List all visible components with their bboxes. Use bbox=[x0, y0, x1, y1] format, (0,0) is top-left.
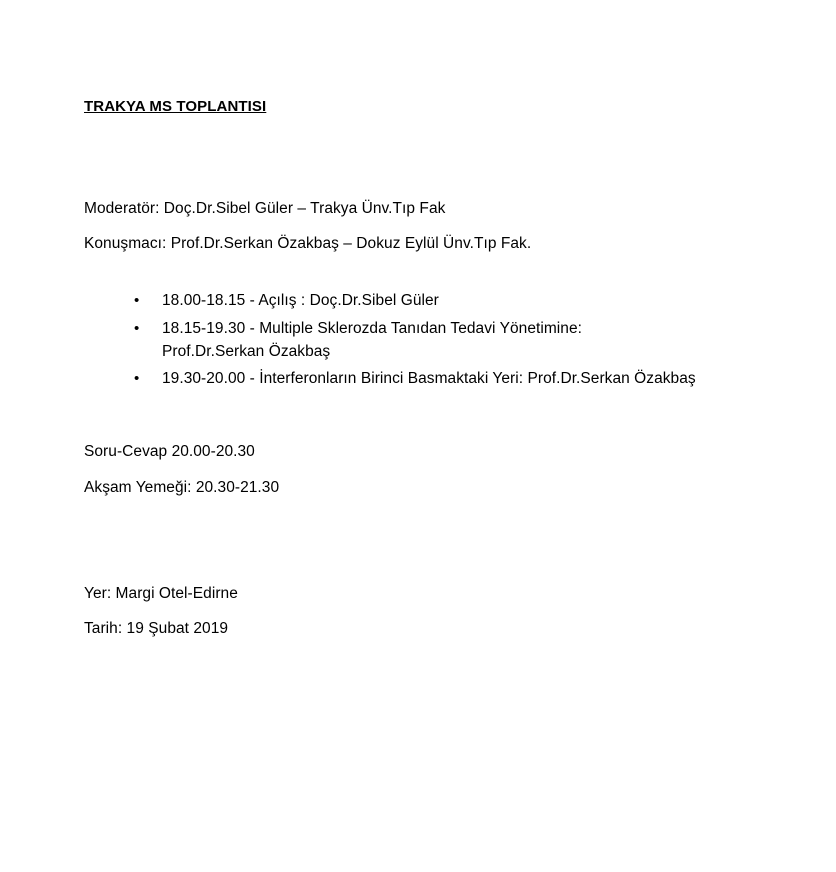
moderator-line: Moderatör: Doç.Dr.Sibel Güler – Trakya Ünv.Tıp Fak bbox=[84, 200, 446, 217]
intro-block bbox=[84, 198, 764, 256]
session-block bbox=[84, 441, 764, 499]
venue-line: Yer: Margi Otel-Edirne bbox=[84, 585, 238, 602]
list-item bbox=[84, 318, 764, 364]
agenda-item-text: 19.30-20.00 - İnterferonların Birinci Basmaktaki Yeri: Prof.Dr.Serkan Özakbaş bbox=[162, 370, 696, 388]
page-title: TRAKYA MS TOPLANTISI bbox=[84, 98, 267, 115]
speaker-line: Konuşmacı: Prof.Dr.Serkan Özakbaş – Dokuz Eylül Ünv.Tıp Fak. bbox=[84, 235, 532, 253]
dinner-line: Akşam Yemeği: 20.30-21.30 bbox=[84, 478, 280, 496]
bullet-icon: • bbox=[134, 370, 140, 388]
agenda-item-text: 18.00-18.15 - Açılış : Doç.Dr.Sibel Güler bbox=[162, 291, 439, 309]
bullet-icon: • bbox=[134, 291, 140, 309]
date-line: Tarih: 19 Şubat 2019 bbox=[84, 620, 229, 638]
qa-line: Soru-Cevap 20.00-20.30 bbox=[84, 443, 255, 461]
venue-block bbox=[84, 583, 764, 641]
agenda-item-text: 18.15-19.30 - Multiple Sklerozda Tanıdan Tedavi Yönetimine: bbox=[162, 319, 582, 337]
agenda-list bbox=[84, 290, 764, 391]
list-item bbox=[84, 368, 764, 391]
agenda-item-text-continued: Prof.Dr.Serkan Özakbaş bbox=[162, 342, 331, 360]
list-item bbox=[84, 290, 764, 313]
bullet-icon: • bbox=[134, 319, 140, 337]
